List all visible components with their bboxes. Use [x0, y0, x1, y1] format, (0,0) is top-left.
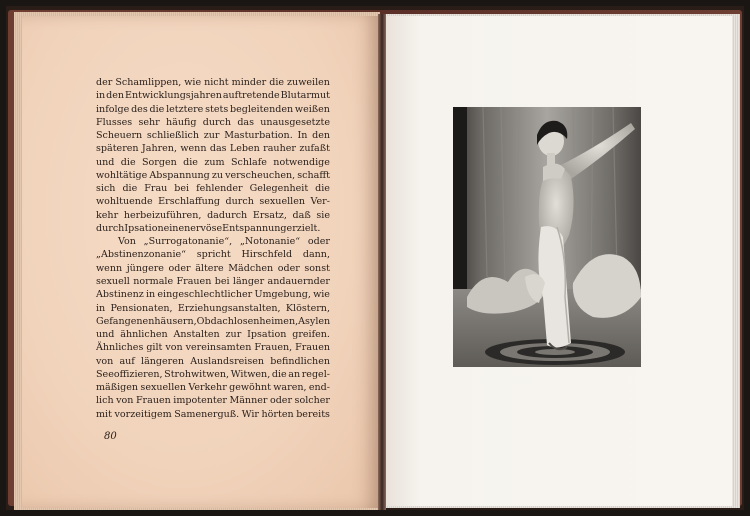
text-line: kehr herbeizuführen, dadurch Ersatz, daß sie — [96, 209, 330, 221]
text-line: Scheuern schließlich zur Masturbation. In den — [96, 130, 330, 142]
text-line: Flusses sehr häufig durch das unausgesetzte — [96, 116, 330, 128]
text-line: infolge des die letztere stets begleitenden weißen — [96, 103, 330, 115]
text-line: sexuell normale Frauen bei länger andauernder — [96, 275, 330, 287]
page-number: 80 — [104, 431, 117, 442]
text-line: wohltuende Erschlaffung durch sexuellen Ver- — [96, 196, 330, 208]
photo-plate — [453, 107, 641, 367]
text-line: mäßigen sexuellen Verkehr gewöhnt waren, end- — [96, 382, 330, 394]
text-line: wenn jüngere oder ältere Mädchen oder sonst — [96, 262, 330, 274]
text-line: lich von Frauen impotenter Männer oder solcher — [96, 395, 330, 407]
text-line: Ähnliches gilt von vereinsamten Frauen, Frauen — [96, 342, 330, 354]
text-line: Gefangenenhäusern, Obdachlosenheimen, Asylen — [96, 315, 331, 327]
text-line: mit vorzeitigem Samenerguß. Wir hörten bereits — [96, 408, 330, 420]
text-line: sich die Frau bei fehlender Gelegenheit die — [96, 183, 330, 195]
text-line: in den Entwicklungsjahren auftretende Blutarmut — [96, 90, 330, 102]
text-line: und ähnlichen Anstalten zur Ipsation greifen. — [96, 329, 330, 341]
text-line: und die Sorgen die zum Schlafe notwendige — [96, 156, 330, 168]
text-line: „Abstinenzonanie“ spricht Hirschfeld dann, — [96, 249, 330, 261]
book-gutter — [378, 14, 386, 510]
body-text — [96, 76, 330, 421]
photo-plate-figure-icon — [453, 107, 641, 367]
text-line: Von „Surrogatonanie“, „Notonanie“ oder — [118, 236, 330, 248]
text-line: der Schamlippen, wie nicht minder die zuweilen — [96, 77, 330, 88]
text-line: durch Ipsation eine nervöse Entspannung erzielt. — [96, 222, 321, 234]
text-line: in Pensionaten, Erziehungsanstalten, Klöstern, — [96, 302, 330, 314]
text-line: wohltätige Abspannung zu verscheuchen, schafft — [96, 169, 330, 181]
text-line: Seeoffizieren, Strohwitwen, Witwen, die an regel- — [96, 368, 330, 380]
text-line: späteren Jahren, wenn das Leben rauher zufaßt — [96, 143, 330, 155]
text-line: Abstinenz in eingeschlechtlicher Umgebung, wie — [96, 289, 330, 301]
text-line: von auf längeren Auslandsreisen befindlichen — [96, 355, 330, 367]
